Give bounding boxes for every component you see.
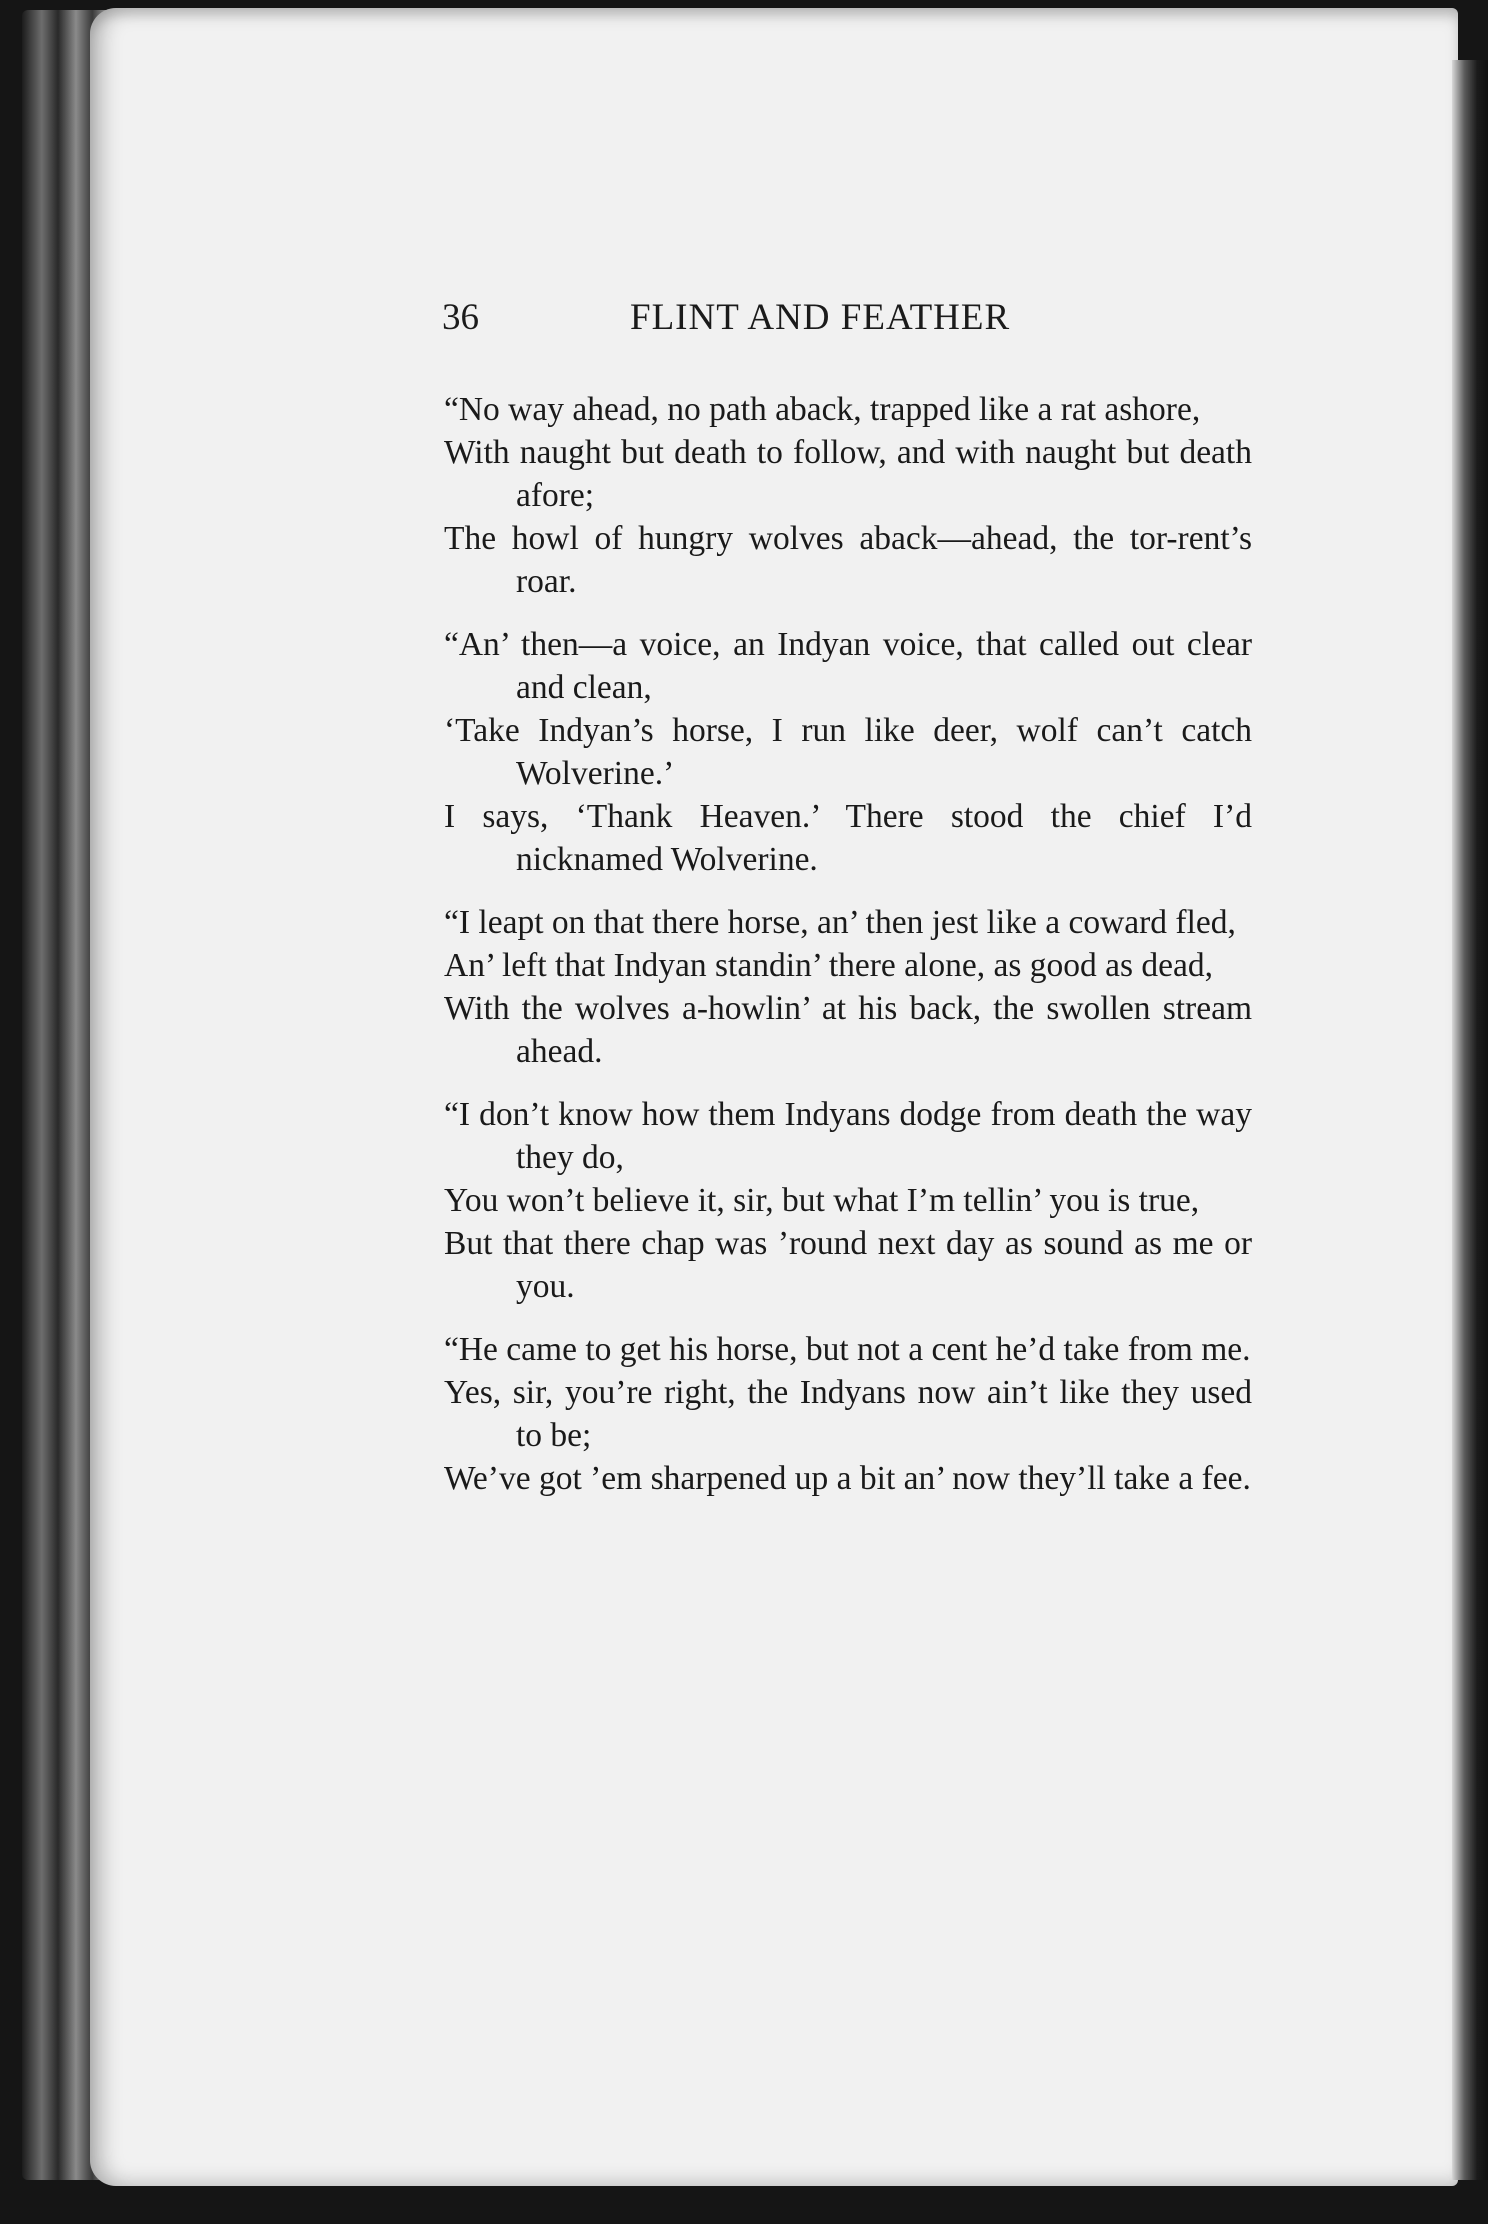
stanza-1 — [444, 388, 1252, 603]
stanza-5 — [444, 1328, 1252, 1500]
poem-line: “I leapt on that there horse, an’ then jest like a coward fled, — [444, 904, 1236, 941]
running-head — [442, 296, 1057, 352]
stanza-2 — [444, 623, 1252, 881]
poem-line: I says, ‘Thank Heaven.’ There stood the chief I’d nicknamed Wolverine. — [444, 798, 1252, 878]
poem-line: “No way ahead, no path aback, trapped like a rat ashore, — [444, 391, 1201, 428]
poem-body — [444, 388, 1252, 1520]
poem-line: The howl of hungry wolves aback—ahead, the tor-rent’s roar. — [444, 520, 1252, 600]
stanza-4 — [444, 1093, 1252, 1308]
poem-line: “An’ then—a voice, an Indyan voice, that called out clear and clean, — [444, 626, 1252, 706]
book-title: FLINT AND FEATHER — [630, 297, 1011, 338]
poem-line: You won’t believe it, sir, but what I’m tellin’ you is true, — [444, 1182, 1200, 1219]
poem-line: An’ left that Indyan standin’ there alone, as good as dead, — [444, 947, 1213, 984]
poem-line: We’ve got ’em sharpened up a bit an’ now they’ll take a fee. — [444, 1460, 1251, 1497]
poem-line: With naught but death to follow, and with naught but death afore; — [444, 434, 1252, 514]
poem-line: ‘Take Indyan’s horse, I run like deer, wolf can’t catch Wolverine.’ — [444, 712, 1252, 792]
poem-line: With the wolves a-howlin’ at his back, the swollen stream ahead. — [444, 990, 1252, 1070]
page-fore-edge — [1452, 60, 1488, 2180]
poem-line: But that there chap was ’round next day as sound as me or you. — [444, 1225, 1252, 1305]
page-number: 36 — [442, 297, 479, 338]
poem-line: Yes, sir, you’re right, the Indyans now ain’t like they used to be; — [444, 1374, 1252, 1454]
poem-line: “He came to get his horse, but not a cent he’d take from me. — [444, 1331, 1251, 1368]
poem-line: “I don’t know how them Indyans dodge from death the way they do, — [444, 1096, 1252, 1176]
stanza-3 — [444, 901, 1252, 1073]
